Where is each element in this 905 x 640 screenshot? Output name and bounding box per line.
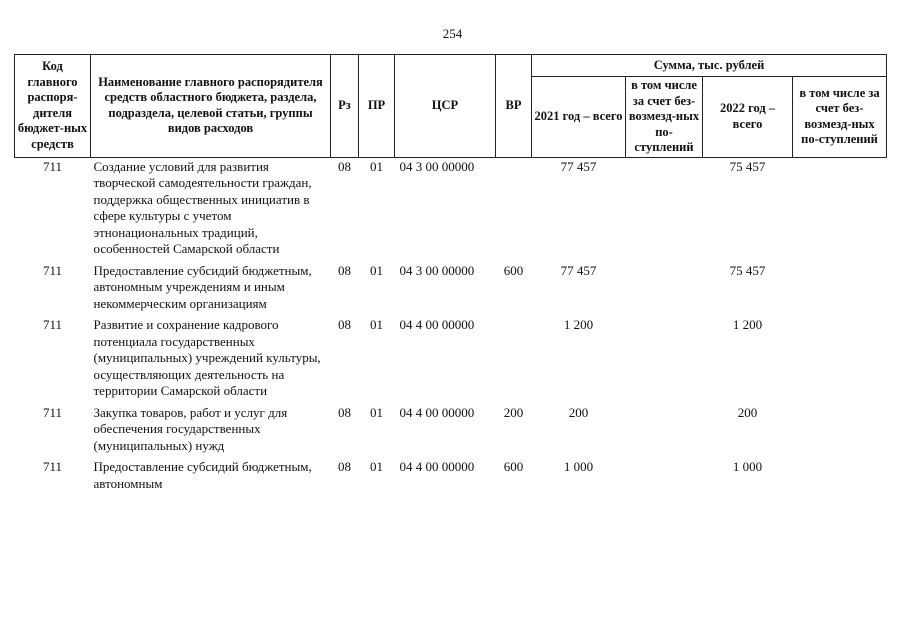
table-row xyxy=(15,157,887,263)
cell-code: 711 xyxy=(42,158,63,174)
cell-name: Развитие и сохранение кадрового потенциала государственных (муниципальных) учреждений культуры, осуществляющих деятельность на территории Самарской области xyxy=(93,317,321,398)
cell-rz: 08 xyxy=(338,262,351,278)
budget-table xyxy=(14,54,887,497)
cell-rz: 08 xyxy=(338,317,351,332)
cell-vr: 600 xyxy=(503,459,524,474)
cell-vr: 600 xyxy=(503,262,524,278)
cell-2021-total: 77 457 xyxy=(560,158,597,174)
cell-name: Предоставление субсидий бюджетным, автономным учреждениям и иным некоммерческим организациям xyxy=(93,262,312,311)
cell-2021-free xyxy=(626,405,703,460)
cell-vr xyxy=(496,157,532,263)
cell-2021-total: 200 xyxy=(568,404,589,420)
cell-pr: 01 xyxy=(370,158,383,174)
cell-2021-total: 1 000 xyxy=(563,459,594,474)
cell-code: 711 xyxy=(42,404,63,420)
cell-2021-free xyxy=(626,157,703,263)
cell-csr: 04 4 00 00000 xyxy=(399,404,475,420)
header-code: Код главного распоря-дителя бюджет-ных средств xyxy=(15,55,91,158)
cell-csr: 04 3 00 00000 xyxy=(399,262,475,278)
cell-name: Предоставление субсидий бюджетным, автономным xyxy=(93,459,312,491)
header-csr: ЦСР xyxy=(395,55,496,158)
table-row xyxy=(15,405,887,460)
cell-code: 711 xyxy=(42,459,63,474)
cell-pr: 01 xyxy=(370,262,383,278)
header-2021-total: 2021 год – всего xyxy=(532,77,626,158)
header-2022-total: 2022 год – всего xyxy=(703,77,793,158)
table-header xyxy=(15,55,887,158)
cell-vr xyxy=(496,317,532,405)
cell-pr: 01 xyxy=(370,404,383,420)
cell-2021-free xyxy=(626,459,703,497)
cell-pr: 01 xyxy=(370,317,383,332)
cell-rz: 08 xyxy=(338,459,351,474)
header-2021-free: в том числе за счет без-возмезд-ных по-ступлений xyxy=(626,77,703,158)
header-rz: Рз xyxy=(331,55,359,158)
cell-2022-free xyxy=(793,405,887,460)
cell-2021-total: 77 457 xyxy=(560,262,597,278)
cell-code: 711 xyxy=(42,317,63,332)
cell-2021-free xyxy=(626,317,703,405)
cell-csr: 04 4 00 00000 xyxy=(399,459,475,474)
header-2022-free: в том числе за счет без-возмезд-ных по-ступлений xyxy=(793,77,887,158)
cell-2022-total: 200 xyxy=(737,404,758,420)
cell-rz: 08 xyxy=(338,404,351,420)
cell-2022-total: 1 200 xyxy=(732,317,763,332)
cell-name: Создание условий для развития творческой самодеятельности граждан, поддержка общественных инициатив в сфере культуры с учетом этнонациональных традиций, особенностей Самарской области xyxy=(93,158,312,256)
cell-2022-free xyxy=(793,459,887,497)
cell-2022-free xyxy=(793,157,887,263)
cell-2022-free xyxy=(793,263,887,318)
cell-2021-total: 1 200 xyxy=(563,317,594,332)
table-body xyxy=(15,157,887,497)
page-number: 254 xyxy=(442,26,463,41)
cell-csr: 04 3 00 00000 xyxy=(399,158,475,174)
table-row xyxy=(15,263,887,318)
header-name: Наименование главного распорядителя средств областного бюджета, раздела, подраздела, целевой статьи, группы видов расходов xyxy=(91,55,331,158)
header-sum-group: Сумма, тыс. рублей xyxy=(532,55,887,77)
cell-2022-total: 75 457 xyxy=(729,158,766,174)
cell-2022-total: 1 000 xyxy=(732,459,763,474)
cell-2022-total: 75 457 xyxy=(729,262,766,278)
cell-vr: 200 xyxy=(503,404,524,420)
cell-name: Закупка товаров, работ и услуг для обеспечения государственных (муниципальных) нужд xyxy=(93,404,288,453)
cell-2021-free xyxy=(626,263,703,318)
cell-rz: 08 xyxy=(338,158,351,174)
header-vr: ВР xyxy=(496,55,532,158)
header-pr: ПР xyxy=(359,55,395,158)
table-row xyxy=(15,317,887,405)
cell-code: 711 xyxy=(42,262,63,278)
cell-csr: 04 4 00 00000 xyxy=(399,317,475,332)
cell-2022-free xyxy=(793,317,887,405)
cell-pr: 01 xyxy=(370,459,383,474)
table-row xyxy=(15,459,887,497)
